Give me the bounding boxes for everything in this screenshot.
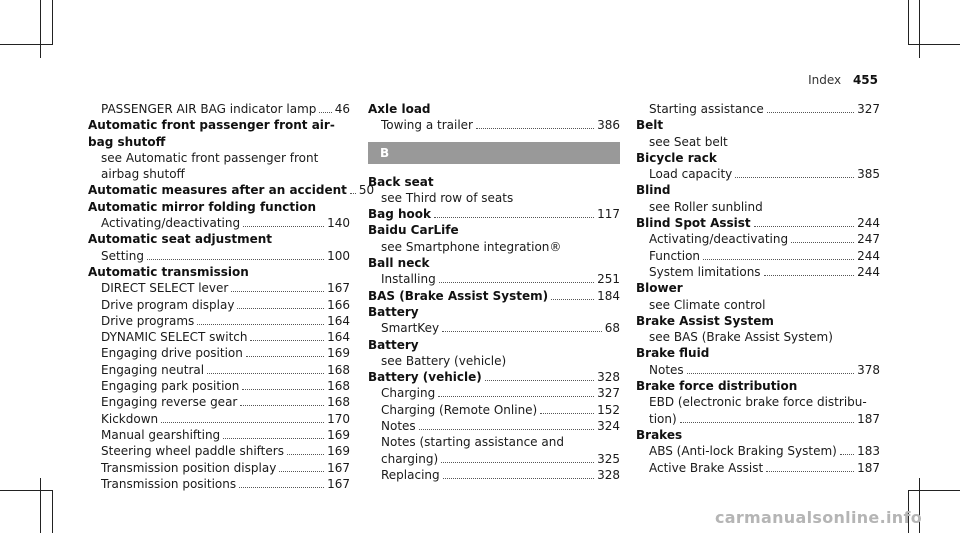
crop-mark	[0, 44, 52, 45]
entry-text: Automatic seat adjustment	[88, 232, 272, 247]
entry-text: see Climate control	[649, 297, 766, 312]
index-subentry[interactable]	[636, 101, 880, 117]
index-entry	[368, 337, 620, 353]
dot-leader	[441, 462, 594, 463]
index-subentry	[636, 199, 880, 215]
index-subentry[interactable]	[636, 443, 880, 459]
entry-text: Engaging neutral	[101, 362, 205, 377]
page-reference[interactable]: 378	[857, 362, 880, 377]
entry-text: Drive program display	[101, 297, 235, 312]
index-subentry	[636, 297, 880, 313]
crop-mark	[52, 490, 53, 533]
dot-leader	[419, 429, 594, 430]
entry-text: Steering wheel paddle shifters	[101, 444, 284, 459]
index-subentry[interactable]	[636, 362, 880, 378]
page-reference[interactable]: 244	[857, 264, 880, 279]
index-subentry[interactable]	[368, 320, 620, 336]
index-subentry[interactable]	[88, 394, 350, 410]
index-subentry[interactable]	[88, 313, 350, 329]
index-subentry[interactable]	[88, 427, 350, 443]
index-subentry[interactable]	[88, 476, 350, 492]
entry-text: Charging	[381, 386, 436, 401]
index-subentry[interactable]	[368, 451, 620, 467]
entry-text: Load capacity	[649, 167, 733, 182]
entry-text: Function	[649, 248, 701, 263]
index-subentry	[368, 239, 620, 255]
index-entry	[636, 378, 880, 394]
entry-text: Blower	[636, 281, 683, 296]
entry-text: Engaging drive position	[101, 346, 243, 361]
page-reference[interactable]: 140	[327, 216, 350, 231]
dot-leader	[243, 226, 324, 227]
index-entry[interactable]	[636, 215, 880, 231]
entry-text: Engaging reverse gear	[101, 395, 238, 410]
page-reference[interactable]: 328	[597, 370, 620, 385]
entry-text: PASSENGER AIR BAG indicator lamp	[101, 102, 317, 116]
entry-text: Transmission positions	[101, 476, 237, 491]
section-letter-header: B	[368, 142, 620, 164]
index-subentry[interactable]	[88, 215, 350, 231]
index-subentry[interactable]	[368, 117, 620, 133]
index-entry	[88, 199, 350, 215]
dot-leader	[279, 471, 324, 472]
index-subentry[interactable]	[368, 402, 620, 418]
index-entry	[88, 134, 350, 150]
entry-text: Brake Assist System	[636, 313, 774, 328]
index-entry	[88, 264, 350, 280]
dot-leader	[250, 340, 324, 341]
entry-text: see Automatic front passenger front	[101, 150, 319, 165]
index-entry	[88, 231, 350, 247]
entry-text: bag shutoff	[88, 134, 166, 149]
crop-mark	[908, 44, 960, 45]
entry-text: Blind	[636, 183, 671, 198]
entry-text: see Roller sunblind	[649, 199, 763, 214]
page-reference[interactable]: 168	[327, 395, 350, 410]
index-subentry[interactable]	[88, 280, 350, 296]
page-header	[808, 73, 878, 87]
page-reference[interactable]: 167	[327, 460, 350, 475]
index-subentry[interactable]	[88, 460, 350, 476]
dot-leader	[485, 380, 594, 381]
dot-leader	[231, 291, 324, 292]
index-entry	[636, 150, 880, 166]
index-subentry	[368, 190, 620, 206]
page-reference[interactable]: 68	[604, 321, 620, 336]
index-subentry[interactable]	[368, 385, 620, 401]
entry-text: airbag shutoff	[101, 167, 185, 182]
entry-text: charging)	[381, 451, 439, 466]
page-reference[interactable]: 325	[597, 451, 620, 466]
dot-leader	[350, 193, 356, 194]
page-reference[interactable]: 327	[597, 386, 620, 401]
dot-leader	[237, 308, 324, 309]
index-entry	[636, 313, 880, 329]
dot-leader	[791, 242, 854, 243]
page-reference[interactable]: 247	[857, 232, 880, 247]
page-reference[interactable]: 168	[327, 379, 350, 394]
entry-text: Active Brake Assist	[649, 460, 764, 475]
page-reference[interactable]: 100	[327, 248, 350, 263]
dot-leader	[442, 331, 602, 332]
entry-text: Belt	[636, 118, 664, 133]
page-reference[interactable]: 327	[857, 102, 880, 116]
dot-leader	[767, 112, 854, 113]
index-subentry[interactable]	[88, 411, 350, 427]
entry-text: Battery (vehicle)	[368, 370, 482, 385]
crop-mark	[919, 0, 920, 58]
page-reference[interactable]: 324	[597, 419, 620, 434]
crop-mark	[908, 490, 960, 491]
entry-text: SmartKey	[381, 321, 440, 336]
dot-leader	[754, 226, 854, 227]
entry-text: EBD (electronic brake force distribu-	[649, 395, 867, 410]
index-entry[interactable]	[368, 206, 620, 222]
index-entry	[368, 101, 620, 117]
index-subentry	[368, 434, 620, 450]
dot-leader	[240, 405, 324, 406]
entry-text: see Third row of seats	[381, 190, 514, 205]
entry-text: Battery	[368, 337, 419, 352]
index-subentry	[88, 166, 350, 182]
entry-text: Kickdown	[101, 411, 159, 426]
dot-leader	[687, 373, 854, 374]
entry-text: Bicycle rack	[636, 150, 717, 165]
page-reference[interactable]: 169	[327, 427, 350, 442]
index-subentry[interactable]	[636, 411, 880, 427]
entry-text: Drive programs	[101, 313, 195, 328]
index-subentry[interactable]	[88, 297, 350, 313]
entry-text: tion)	[649, 411, 677, 426]
entry-text: Blind Spot Assist	[636, 216, 751, 231]
index-subentry	[636, 394, 880, 410]
dot-leader	[161, 422, 324, 423]
index-subentry[interactable]	[636, 166, 880, 182]
entry-text: see Seat belt	[649, 134, 728, 149]
dot-leader	[434, 217, 594, 218]
page-reference[interactable]: 244	[857, 216, 880, 231]
entry-text: Notes (starting assistance and	[381, 435, 564, 450]
dot-leader	[840, 454, 854, 455]
entry-text: Brake force distribution	[636, 379, 798, 394]
entry-text: Activating/deactivating	[101, 216, 241, 231]
page-reference[interactable]: 117	[597, 207, 620, 222]
crop-mark	[908, 0, 909, 45]
entry-text: Baidu CarLife	[368, 223, 459, 238]
index-subentry	[88, 150, 350, 166]
index-subentry	[368, 353, 620, 369]
page-reference[interactable]: 187	[857, 460, 880, 475]
page-reference[interactable]: 167	[327, 281, 350, 296]
entry-text: System limitations	[649, 264, 761, 279]
index-subentry[interactable]	[368, 418, 620, 434]
index-entry	[368, 222, 620, 238]
dot-leader	[766, 471, 854, 472]
index-subentry[interactable]	[88, 378, 350, 394]
page-reference[interactable]: 169	[327, 346, 350, 361]
entry-text: Automatic mirror folding function	[88, 199, 316, 214]
watermark: carmanualsonline.info	[714, 508, 922, 527]
entry-text: Ball neck	[368, 256, 430, 271]
dot-leader	[438, 396, 594, 397]
entry-text: DIRECT SELECT lever	[101, 281, 229, 296]
page-reference[interactable]: 167	[327, 476, 350, 491]
page-reference[interactable]: 169	[327, 444, 350, 459]
page-reference[interactable]: 46	[334, 102, 350, 116]
page-reference[interactable]: 50	[358, 183, 375, 198]
page-reference[interactable]: 244	[857, 248, 880, 263]
index-entry	[636, 117, 880, 133]
crop-mark	[52, 0, 53, 45]
entry-text: Battery	[368, 304, 419, 319]
index-subentry[interactable]	[636, 231, 880, 247]
index-entry	[636, 345, 880, 361]
page-reference[interactable]: 187	[857, 411, 880, 426]
entry-text: Automatic transmission	[88, 264, 249, 279]
entry-text: Axle load	[368, 102, 431, 116]
entry-text: Setting	[101, 248, 144, 263]
index-entry[interactable]	[368, 369, 620, 385]
dot-leader	[439, 282, 594, 283]
index-subentry[interactable]	[368, 271, 620, 287]
index-subentry	[636, 329, 880, 345]
entry-text: Manual gearshifting	[101, 427, 221, 442]
index-entry[interactable]	[88, 182, 375, 198]
page-number: 455	[852, 73, 878, 87]
index-column-1	[88, 101, 375, 492]
page-reference[interactable]: 166	[327, 297, 350, 312]
dot-leader	[680, 422, 854, 423]
dot-leader	[764, 275, 855, 276]
dot-leader	[239, 487, 324, 488]
page-reference[interactable]: 170	[327, 411, 350, 426]
entry-text: Engaging park position	[101, 379, 240, 394]
entry-text: Back seat	[368, 174, 434, 189]
dot-leader	[207, 373, 324, 374]
index-entry	[636, 182, 880, 198]
index-subentry[interactable]	[636, 460, 880, 476]
crop-mark	[0, 490, 52, 491]
dot-leader	[287, 454, 324, 455]
index-subentry[interactable]	[368, 467, 620, 483]
entry-text: Notes	[649, 362, 684, 377]
page-reference[interactable]: 164	[327, 330, 350, 345]
page-reference[interactable]: 152	[597, 402, 620, 417]
entry-text: BAS (Brake Assist System)	[368, 288, 549, 303]
index-subentry[interactable]	[88, 345, 350, 361]
page-reference[interactable]: 168	[327, 362, 350, 377]
index-subentry[interactable]	[88, 362, 350, 378]
index-subentry[interactable]	[88, 329, 350, 345]
entry-text: Towing a trailer	[381, 118, 473, 133]
entry-text: Replacing	[381, 467, 440, 482]
dot-leader	[242, 389, 324, 390]
index-entry	[88, 117, 350, 133]
crop-mark	[40, 0, 41, 58]
index-subentry[interactable]	[88, 248, 350, 264]
index-entry	[636, 427, 880, 443]
dot-leader	[735, 177, 854, 178]
entry-text: Brakes	[636, 427, 683, 442]
entry-text: Notes	[381, 419, 416, 434]
entry-text: Installing	[381, 272, 436, 287]
entry-text: Automatic measures after an accident	[88, 183, 347, 198]
page-reference[interactable]: 328	[597, 467, 620, 482]
dot-leader	[197, 324, 324, 325]
dot-leader	[246, 356, 324, 357]
index-entry	[368, 255, 620, 271]
dot-leader	[319, 112, 331, 113]
entry-text: Automatic front passenger front air-	[88, 118, 335, 133]
header-label: Index	[808, 73, 842, 87]
index-entry	[368, 174, 620, 190]
dot-leader	[147, 259, 324, 260]
entry-text: see Battery (vehicle)	[381, 353, 507, 368]
entry-text: ABS (Anti-lock Braking System)	[649, 444, 837, 459]
page-reference[interactable]: 184	[597, 288, 620, 303]
page-reference[interactable]: 183	[857, 444, 880, 459]
entry-text: Brake fluid	[636, 346, 710, 361]
dot-leader	[703, 259, 854, 260]
dot-leader	[443, 478, 594, 479]
index-entry[interactable]	[368, 288, 620, 304]
index-subentry	[636, 134, 880, 150]
page-reference[interactable]: 386	[597, 118, 620, 133]
entry-text: Bag hook	[368, 207, 432, 222]
dot-leader	[223, 438, 324, 439]
entry-text: Activating/deactivating	[649, 232, 789, 247]
index-subentry[interactable]	[636, 264, 880, 280]
dot-leader	[476, 128, 594, 129]
entry-text: DYNAMIC SELECT switch	[101, 330, 248, 345]
entry-text: see BAS (Brake Assist System)	[649, 330, 833, 345]
entry-text: Starting assistance	[649, 102, 764, 116]
index-subentry[interactable]	[636, 248, 880, 264]
entry-text: see Smartphone integration®	[381, 239, 562, 254]
entry-text: Transmission position display	[101, 460, 277, 475]
index-subentry[interactable]	[88, 101, 350, 117]
index-subentry[interactable]	[88, 443, 350, 459]
page-reference[interactable]: 251	[597, 272, 620, 287]
page-reference[interactable]: 164	[327, 313, 350, 328]
index-entry	[368, 304, 620, 320]
crop-mark	[40, 478, 41, 533]
entry-text: Charging (Remote Online)	[381, 402, 538, 417]
dot-leader	[540, 413, 594, 414]
index-column-3	[636, 101, 880, 476]
page-reference[interactable]: 385	[857, 167, 880, 182]
dot-leader	[551, 299, 594, 300]
index-entry	[636, 280, 880, 296]
index-column-2	[368, 101, 620, 483]
